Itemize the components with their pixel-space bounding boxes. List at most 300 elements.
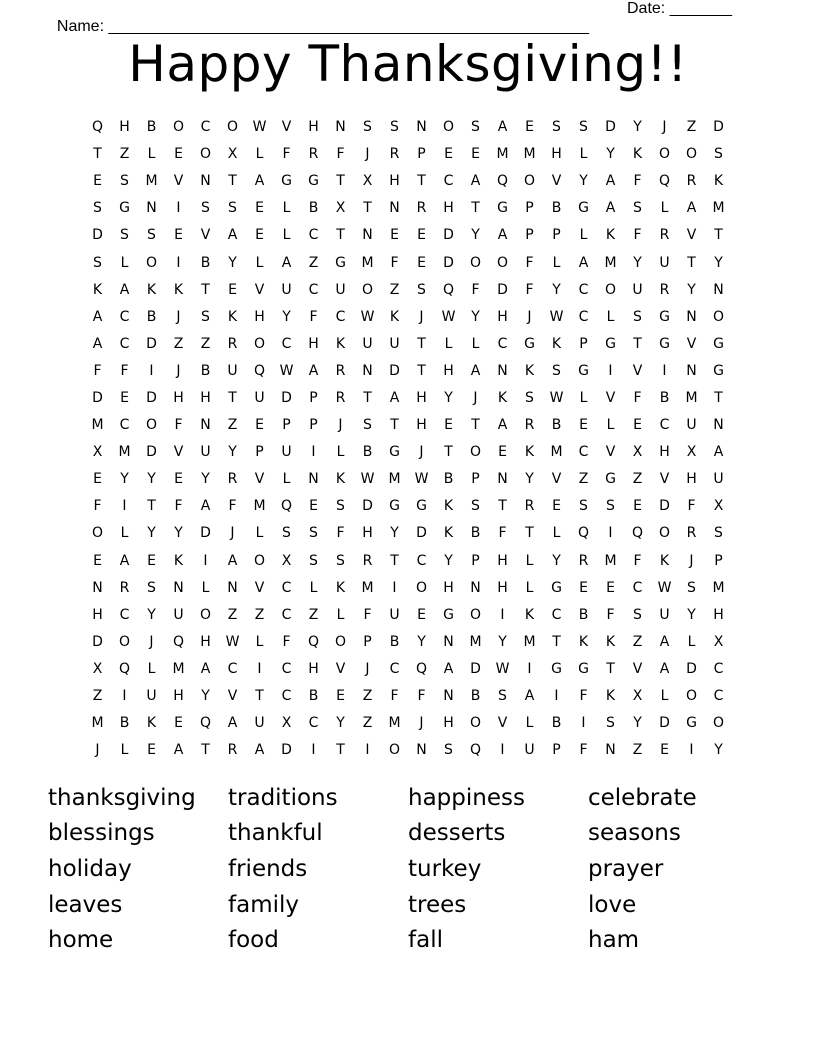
grid-letter: V (254, 579, 265, 596)
grid-row (84, 439, 732, 466)
grid-letter: S (282, 525, 291, 542)
grid-letter: R (524, 498, 535, 515)
grid-letter: I (392, 579, 397, 596)
grid-letter: Z (200, 335, 211, 352)
grid-letter: N (686, 362, 697, 379)
grid-letter: I (203, 552, 208, 569)
grid-letter: Y (714, 254, 723, 271)
grid-letter: H (443, 362, 454, 379)
grid-letter: G (389, 444, 400, 461)
grid-letter: O (604, 281, 617, 298)
grid-letter: N (443, 633, 454, 650)
word-bank-row (48, 780, 768, 816)
grid-letter: Z (308, 254, 319, 271)
grid-letter: L (282, 227, 291, 244)
grid-letter: V (173, 444, 184, 461)
grid-letter: Q (658, 173, 671, 190)
grid-letter: D (416, 525, 427, 542)
grid-letter: E (660, 742, 669, 759)
grid-letter: F (579, 688, 588, 705)
grid-letter: R (389, 146, 400, 163)
grid-letter: F (390, 688, 399, 705)
grid-letter: H (308, 335, 319, 352)
grid-letter: V (497, 715, 508, 732)
grid-letter: T (444, 444, 453, 461)
grid-letter: X (92, 660, 103, 677)
grid-letter: U (524, 742, 535, 759)
grid-letter: M (712, 200, 725, 217)
word-bank-word: friends (228, 855, 308, 882)
grid-letter: X (686, 444, 697, 461)
grid-letter: C (119, 606, 130, 623)
grid-letter: T (147, 498, 156, 515)
grid-letter: E (633, 498, 642, 515)
grid-letter: O (172, 119, 185, 136)
grid-letter: S (552, 119, 561, 136)
grid-letter: T (417, 362, 426, 379)
grid-letter: C (578, 444, 589, 461)
grid-letter: Y (525, 471, 534, 488)
grid-letter: A (227, 227, 238, 244)
grid-letter: U (362, 335, 373, 352)
grid-letter: Y (228, 254, 237, 271)
word-bank-word: fall (408, 927, 443, 954)
grid-letter: T (417, 335, 426, 352)
grid-letter: R (578, 552, 589, 569)
grid-letter: P (471, 552, 480, 569)
grid-letter: I (122, 498, 127, 515)
grid-letter: A (605, 200, 616, 217)
grid-letter: Q (577, 525, 590, 542)
grid-letter: E (444, 146, 453, 163)
grid-row (84, 114, 732, 141)
grid-letter: C (713, 688, 724, 705)
grid-letter: X (632, 444, 643, 461)
grid-letter: L (120, 742, 129, 759)
grid-row (84, 466, 732, 493)
grid-letter: M (253, 498, 266, 515)
grid-letter: U (281, 281, 292, 298)
grid-row (84, 277, 732, 304)
grid-letter: C (200, 119, 211, 136)
grid-letter: U (659, 606, 670, 623)
grid-letter: P (282, 417, 291, 434)
grid-letter: S (579, 119, 588, 136)
grid-letter: T (228, 389, 237, 406)
grid-letter: A (497, 417, 508, 434)
grid-letter: F (309, 308, 318, 325)
grid-letter: A (254, 173, 265, 190)
grid-letter: Z (227, 606, 238, 623)
grid-letter: G (605, 471, 616, 488)
grid-letter: F (336, 525, 345, 542)
grid-letter: O (658, 146, 671, 163)
grid-letter: L (120, 254, 129, 271)
letter-grid (84, 114, 732, 764)
grid-letter: F (282, 146, 291, 163)
grid-letter: A (659, 633, 670, 650)
grid-letter: F (282, 633, 291, 650)
word-bank-word: thanksgiving (48, 784, 196, 811)
grid-letter: I (527, 660, 532, 677)
grid-letter: Z (254, 606, 265, 623)
grid-letter: N (713, 281, 724, 298)
grid-letter: U (200, 444, 211, 461)
grid-letter: A (578, 254, 589, 271)
grid-letter: N (200, 173, 211, 190)
grid-row (84, 249, 732, 276)
grid-letter: P (552, 227, 561, 244)
grid-letter: G (713, 362, 724, 379)
grid-letter: Y (147, 471, 156, 488)
grid-letter: T (255, 688, 264, 705)
word-bank-word: holiday (48, 855, 132, 882)
grid-letter: F (525, 254, 534, 271)
grid-letter: B (443, 471, 454, 488)
grid-letter: I (176, 254, 181, 271)
grid-letter: I (122, 688, 127, 705)
grid-letter: B (362, 444, 373, 461)
grid-letter: P (417, 146, 426, 163)
grid-letter: D (146, 335, 157, 352)
grid-letter: T (498, 498, 507, 515)
grid-letter: K (524, 444, 535, 461)
grid-letter: D (443, 227, 454, 244)
grid-letter: M (361, 579, 374, 596)
grid-letter: L (147, 660, 156, 677)
grid-letter: K (146, 715, 157, 732)
grid-letter: W (414, 471, 429, 488)
grid-letter: P (714, 552, 723, 569)
grid-letter: H (308, 119, 319, 136)
grid-letter: O (712, 715, 725, 732)
grid-letter: E (93, 471, 102, 488)
grid-letter: K (335, 471, 346, 488)
word-bank-row (48, 922, 768, 958)
grid-letter: Y (444, 552, 453, 569)
grid-letter: H (443, 715, 454, 732)
grid-letter: G (578, 660, 589, 677)
grid-letter: D (362, 498, 373, 515)
grid-letter: Z (119, 146, 130, 163)
grid-letter: M (523, 146, 536, 163)
grid-letter: Y (228, 444, 237, 461)
grid-letter: D (497, 281, 508, 298)
grid-letter: B (470, 688, 481, 705)
grid-letter: N (200, 417, 211, 434)
grid-letter: O (118, 633, 131, 650)
grid-letter: U (254, 715, 265, 732)
grid-letter: B (200, 362, 211, 379)
grid-letter: H (686, 471, 697, 488)
grid-letter: J (95, 742, 100, 759)
grid-letter: L (660, 200, 669, 217)
grid-letter: V (173, 173, 184, 190)
grid-letter: X (713, 498, 724, 515)
grid-letter: T (336, 173, 345, 190)
grid-letter: O (496, 254, 509, 271)
grid-letter: E (336, 688, 345, 705)
grid-letter: V (254, 281, 265, 298)
grid-letter: I (149, 362, 154, 379)
grid-letter: E (579, 417, 588, 434)
grid-letter: W (360, 471, 375, 488)
grid-letter: G (551, 660, 562, 677)
grid-letter: I (581, 715, 586, 732)
grid-letter: C (308, 715, 319, 732)
grid-letter: Q (631, 525, 644, 542)
grid-letter: G (389, 498, 400, 515)
grid-letter: E (444, 417, 453, 434)
grid-letter: V (632, 362, 643, 379)
grid-letter: H (713, 606, 724, 623)
grid-row (84, 683, 732, 710)
grid-letter: M (604, 552, 617, 569)
grid-letter: M (118, 444, 131, 461)
grid-letter: U (659, 254, 670, 271)
grid-letter: H (389, 173, 400, 190)
grid-letter: K (659, 552, 670, 569)
grid-letter: E (255, 200, 264, 217)
grid-letter: A (389, 389, 400, 406)
grid-letter: F (174, 417, 183, 434)
grid-letter: E (174, 146, 183, 163)
grid-letter: O (469, 254, 482, 271)
grid-letter: Y (444, 389, 453, 406)
grid-letter: H (92, 606, 103, 623)
grid-row (84, 412, 732, 439)
grid-letter: A (659, 660, 670, 677)
grid-letter: T (336, 742, 345, 759)
grid-letter: A (497, 119, 508, 136)
grid-letter: Y (336, 715, 345, 732)
grid-letter: M (550, 444, 563, 461)
grid-letter: Z (362, 715, 373, 732)
grid-letter: D (443, 254, 454, 271)
grid-letter: V (659, 471, 670, 488)
grid-letter: V (551, 471, 562, 488)
grid-letter: Q (91, 119, 104, 136)
grid-letter: E (606, 579, 615, 596)
grid-letter: T (633, 335, 642, 352)
grid-letter: E (579, 579, 588, 596)
grid-letter: N (308, 471, 319, 488)
grid-letter: C (578, 281, 589, 298)
grid-letter: I (554, 688, 559, 705)
grid-letter: O (712, 308, 725, 325)
grid-letter: K (335, 335, 346, 352)
grid-letter: L (255, 525, 264, 542)
grid-letter: R (227, 471, 238, 488)
grid-letter: I (608, 362, 613, 379)
grid-letter: S (471, 119, 480, 136)
grid-letter: N (416, 119, 427, 136)
grid-letter: G (686, 715, 697, 732)
grid-letter: Z (173, 335, 184, 352)
grid-letter: S (309, 525, 318, 542)
grid-letter: X (281, 715, 292, 732)
grid-letter: K (146, 281, 157, 298)
word-bank-word: leaves (48, 891, 123, 918)
grid-letter: S (498, 688, 507, 705)
grid-letter: D (146, 389, 157, 406)
grid-letter: T (714, 227, 723, 244)
grid-letter: T (201, 281, 210, 298)
grid-letter: Z (686, 119, 697, 136)
grid-letter: K (173, 281, 184, 298)
grid-letter: C (632, 579, 643, 596)
grid-letter: M (712, 579, 725, 596)
grid-letter: S (633, 200, 642, 217)
grid-letter: T (93, 146, 102, 163)
grid-letter: S (714, 525, 723, 542)
grid-letter: O (469, 444, 482, 461)
grid-letter: Y (120, 471, 129, 488)
grid-letter: R (659, 227, 670, 244)
grid-letter: Z (632, 633, 643, 650)
grid-letter: Q (199, 715, 212, 732)
grid-letter: V (686, 227, 697, 244)
grid-letter: Y (714, 742, 723, 759)
grid-letter: Q (253, 362, 266, 379)
grid-letter: M (388, 715, 401, 732)
grid-letter: A (470, 362, 481, 379)
grid-letter: O (199, 606, 212, 623)
grid-row (84, 737, 732, 764)
grid-letter: D (659, 498, 670, 515)
grid-letter: E (309, 498, 318, 515)
grid-letter: T (714, 389, 723, 406)
grid-letter: H (497, 308, 508, 325)
word-bank-row (48, 816, 768, 852)
grid-letter: S (120, 227, 129, 244)
grid-letter: H (173, 389, 184, 406)
grid-letter: L (525, 715, 534, 732)
grid-letter: I (662, 362, 667, 379)
grid-letter: T (471, 200, 480, 217)
grid-letter: A (173, 742, 184, 759)
grid-letter: A (200, 660, 211, 677)
grid-letter: H (254, 308, 265, 325)
grid-letter: J (176, 308, 181, 325)
grid-letter: L (552, 525, 561, 542)
grid-letter: T (228, 173, 237, 190)
grid-letter: P (471, 471, 480, 488)
grid-row (84, 358, 732, 385)
grid-row (84, 575, 732, 602)
grid-letter: R (335, 362, 346, 379)
word-bank-row (48, 851, 768, 887)
grid-letter: O (442, 119, 455, 136)
grid-letter: V (227, 688, 238, 705)
grid-letter: B (551, 417, 562, 434)
grid-letter: R (119, 579, 130, 596)
grid-letter: A (92, 308, 103, 325)
grid-letter: F (606, 606, 615, 623)
grid-letter: M (91, 417, 104, 434)
grid-letter: E (228, 281, 237, 298)
grid-letter: Y (390, 525, 399, 542)
grid-letter: X (713, 633, 724, 650)
grid-letter: Q (496, 173, 509, 190)
grid-letter: U (254, 389, 265, 406)
grid-letter: N (146, 200, 157, 217)
grid-letter: L (660, 688, 669, 705)
grid-letter: E (255, 227, 264, 244)
grid-letter: R (335, 389, 346, 406)
grid-letter: Z (578, 471, 589, 488)
grid-letter: M (145, 173, 158, 190)
grid-letter: C (281, 335, 292, 352)
grid-letter: M (685, 389, 698, 406)
grid-letter: I (365, 742, 370, 759)
grid-row (84, 656, 732, 683)
grid-letter: S (579, 498, 588, 515)
grid-letter: A (470, 173, 481, 190)
grid-row (84, 602, 732, 629)
grid-letter: P (363, 633, 372, 650)
grid-letter: Q (307, 633, 320, 650)
grid-letter: T (552, 633, 561, 650)
grid-letter: E (633, 417, 642, 434)
grid-letter: A (308, 362, 319, 379)
grid-letter: X (227, 146, 238, 163)
grid-letter: U (686, 417, 697, 434)
grid-letter: D (389, 362, 400, 379)
grid-letter: L (579, 389, 588, 406)
grid-letter: A (524, 688, 535, 705)
grid-letter: E (417, 254, 426, 271)
grid-letter: B (119, 715, 130, 732)
grid-letter: Y (633, 119, 642, 136)
grid-letter: M (469, 633, 482, 650)
grid-letter: Y (552, 552, 561, 569)
grid-letter: N (686, 308, 697, 325)
grid-letter: I (500, 606, 505, 623)
grid-letter: E (174, 227, 183, 244)
grid-letter: S (525, 389, 534, 406)
grid-letter: A (227, 715, 238, 732)
grid-letter: D (713, 119, 724, 136)
grid-letter: S (552, 362, 561, 379)
grid-letter: N (92, 579, 103, 596)
grid-letter: S (309, 552, 318, 569)
grid-letter: G (308, 173, 319, 190)
grid-letter: N (173, 579, 184, 596)
grid-letter: J (338, 417, 343, 434)
grid-letter: S (417, 281, 426, 298)
grid-letter: Q (118, 660, 131, 677)
grid-letter: W (225, 633, 240, 650)
grid-letter: E (255, 417, 264, 434)
grid-letter: E (498, 444, 507, 461)
grid-letter: V (281, 119, 292, 136)
word-bank (48, 780, 768, 958)
grid-letter: G (605, 335, 616, 352)
grid-letter: L (255, 146, 264, 163)
grid-letter: S (201, 308, 210, 325)
grid-letter: V (632, 660, 643, 677)
grid-letter: N (335, 119, 346, 136)
grid-letter: L (579, 227, 588, 244)
grid-letter: W (360, 308, 375, 325)
grid-letter: L (282, 471, 291, 488)
grid-letter: H (497, 579, 508, 596)
grid-letter: E (174, 471, 183, 488)
grid-letter: T (606, 660, 615, 677)
grid-letter: C (281, 688, 292, 705)
grid-letter: H (416, 389, 427, 406)
